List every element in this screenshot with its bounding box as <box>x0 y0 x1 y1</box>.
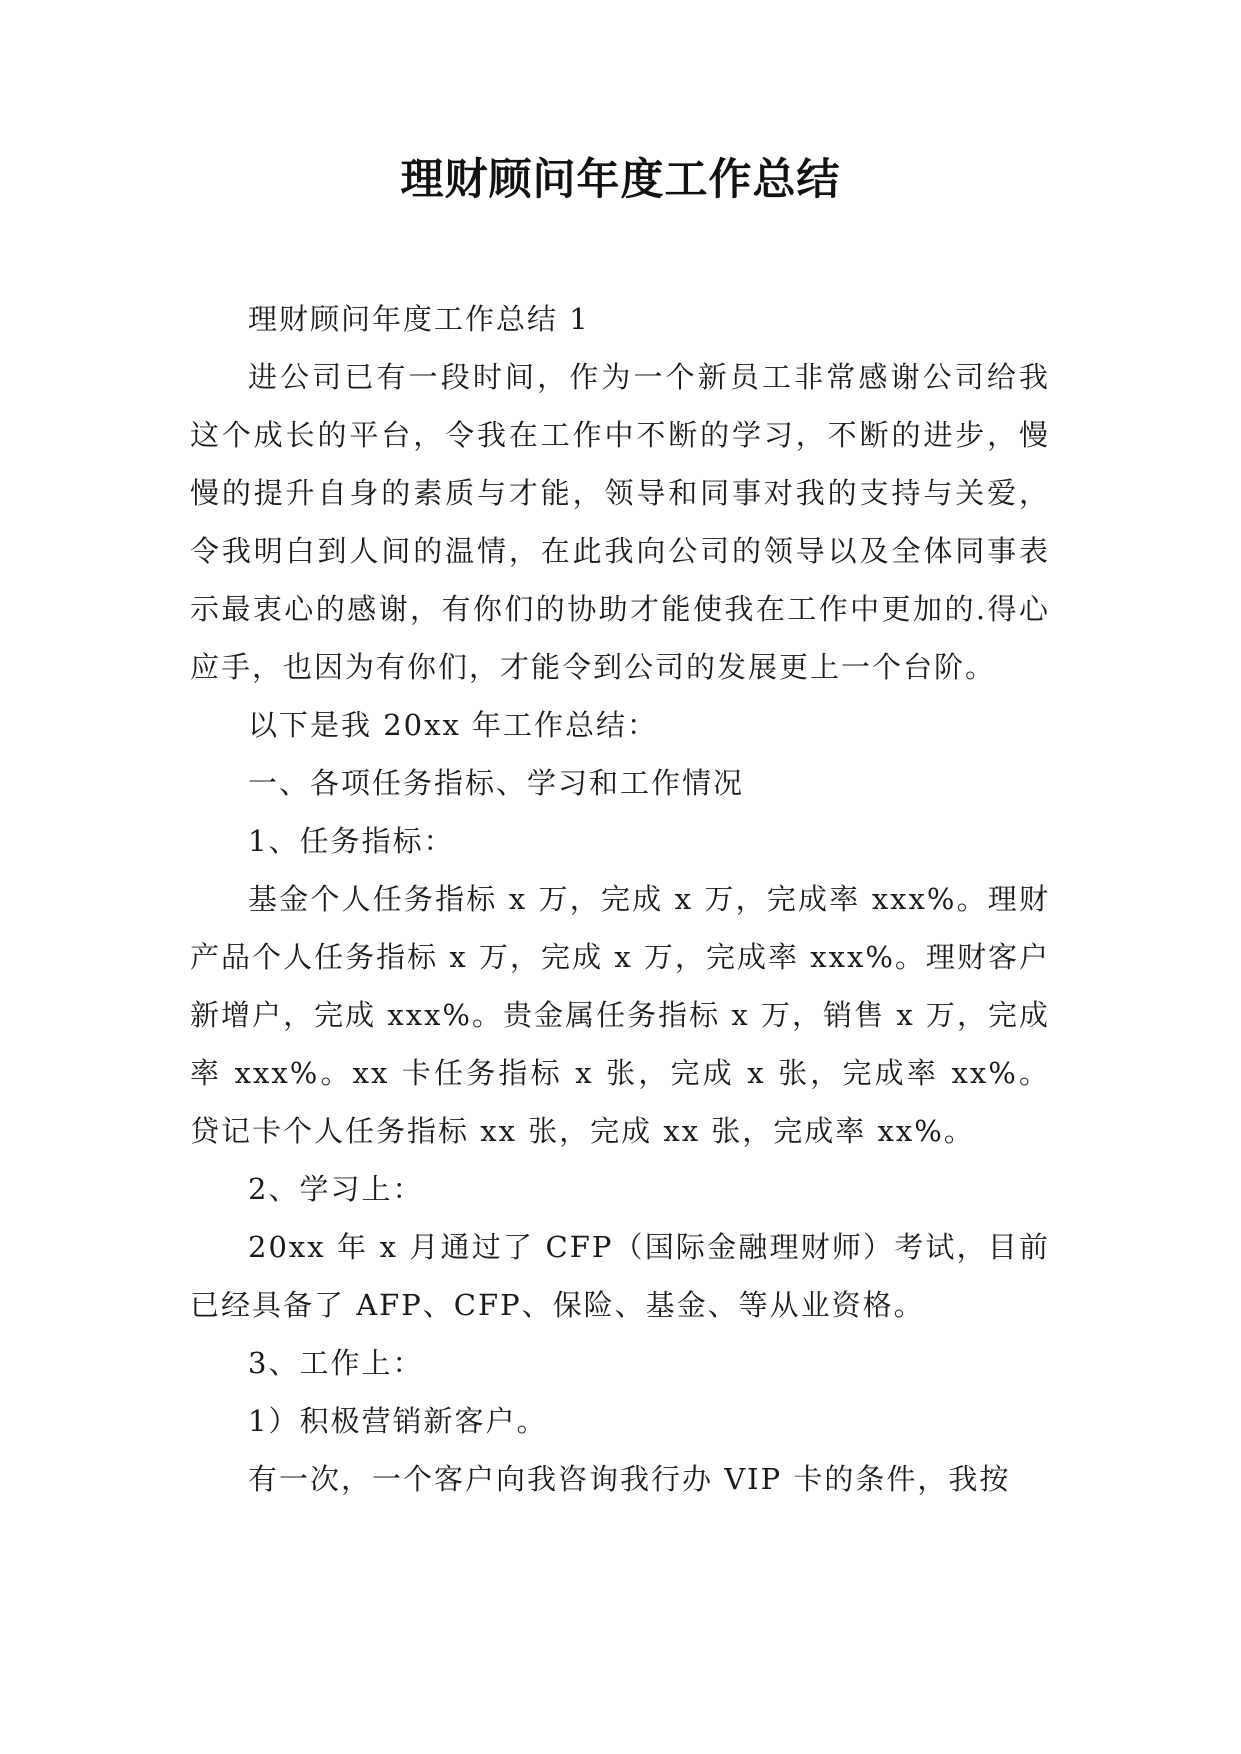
document-title: 理财顾问年度工作总结 <box>400 155 841 205</box>
paragraph-summary-lead: 以下是我 20xx 年工作总结： <box>248 708 659 742</box>
document-body <box>190 290 1050 1508</box>
paragraph-heading-tasks: 一、各项任务指标、学习和工作情况 <box>248 766 745 800</box>
paragraph-subheading-study: 2、学习上： <box>248 1172 424 1206</box>
paragraph-subheading-targets: 1、任务指标： <box>248 824 455 858</box>
paragraph-intro: 进公司已有一段时间，作为一个新员工非常感谢公司给我这个成长的平台，令我在工作中不断的学习，不断的进步，慢慢的提升自身的素质与才能，领导和同事对我的支持与关爱，令我明白到人间的温情，在此我向公司的领导以及全体同事表示最衷心的感谢，有你们的协助才能使我在工作中更加的.得心应手，也因为有你们，才能令到公司的发展更上一个台阶。 <box>190 360 1050 684</box>
paragraph-work-story: 有一次，一个客户向我咨询我行办 VIP 卡的条件，我按 <box>248 1462 1011 1496</box>
paragraph-work-item-1: 1）积极营销新客户。 <box>248 1404 548 1438</box>
paragraph-section-heading: 理财顾问年度工作总结 1 <box>248 302 590 336</box>
paragraph-targets-detail: 基金个人任务指标 x 万，完成 x 万，完成率 xxx%。理财产品个人任务指标 x 万，完成 x 万，完成率 xxx%。理财客户新增户，完成 xxx%。贵金属任务指标 x 万，销售 x 万，完成率 xxx%。xx 卡任务指标 x 张，完成 x 张，完成率 xx%。贷记卡个人任务指标 xx 张，完成 xx 张，完成率 xx%。 <box>190 882 1050 1148</box>
paragraph-subheading-work: 3、工作上： <box>248 1346 424 1380</box>
paragraph-study-detail: 20xx 年 x 月通过了 CFP（国际金融理财师）考试，目前已经具备了 AFP、CFP、保险、基金、等从业资格。 <box>190 1230 1050 1322</box>
